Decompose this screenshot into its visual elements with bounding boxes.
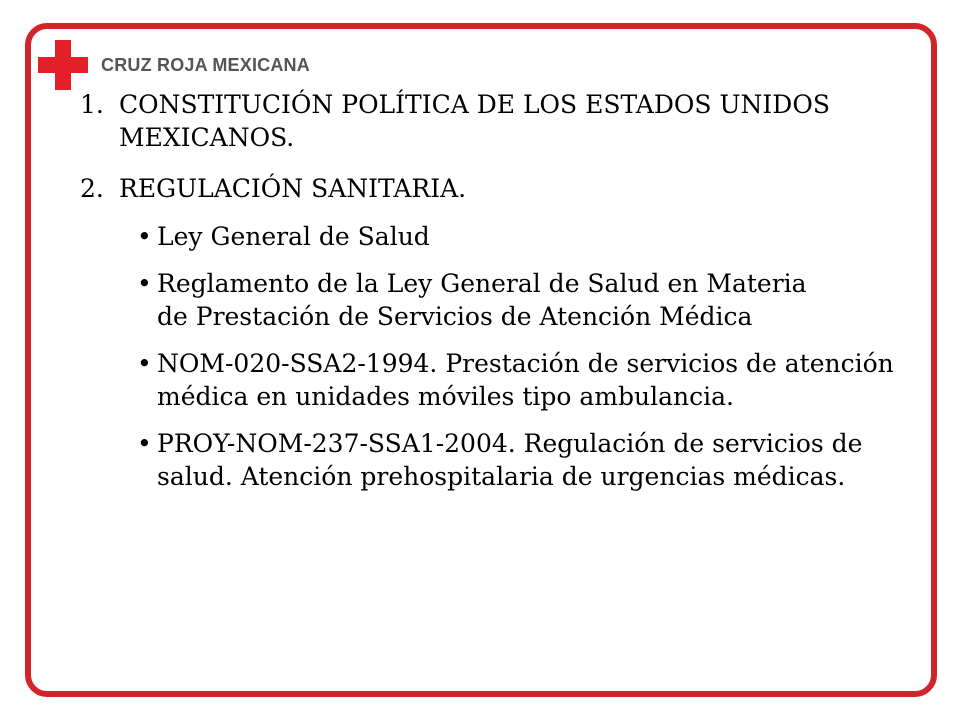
section-text: CONSTITUCIÓN POLÍTICA DE LOS ESTADOS UNIDOS MEXICANOS. (119, 90, 830, 152)
slide-content (80, 88, 900, 507)
bullet-icon: • (137, 429, 152, 458)
bullet-text: NOM-020-SSA2-1994. Prestación de servicios de atención médica en unidades móviles tipo ambulancia. (157, 349, 894, 411)
bullet-item (137, 427, 900, 493)
section-number: 1. (80, 90, 104, 119)
bullet-icon: • (137, 349, 152, 378)
bullet-text: PROY-NOM-237-SSA1-2004. Regulación de servicios de salud. Atención prehospitalaria de urgencias médicas. (157, 429, 863, 491)
logo (38, 40, 310, 90)
bullet-item (137, 347, 900, 413)
bullet-text-part: Reglamento de la Ley General de Salud en Materia (157, 269, 807, 298)
section-text: REGULACIÓN SANITARIA. (119, 174, 467, 203)
section-2 (80, 172, 900, 205)
bullet-text (157, 267, 900, 333)
org-name: CRUZ ROJA MEXICANA (101, 54, 310, 75)
section-1 (80, 88, 900, 154)
bullet-icon: • (137, 269, 152, 298)
bullet-icon: • (137, 222, 152, 251)
section-number: 2. (80, 174, 104, 203)
red-cross-icon (38, 40, 88, 90)
bullet-item (137, 267, 900, 333)
bullet-text-part: de Prestación de Servicios de Atención Médica (157, 302, 753, 331)
bullet-text: Ley General de Salud (157, 222, 430, 251)
bullet-item (137, 220, 900, 253)
